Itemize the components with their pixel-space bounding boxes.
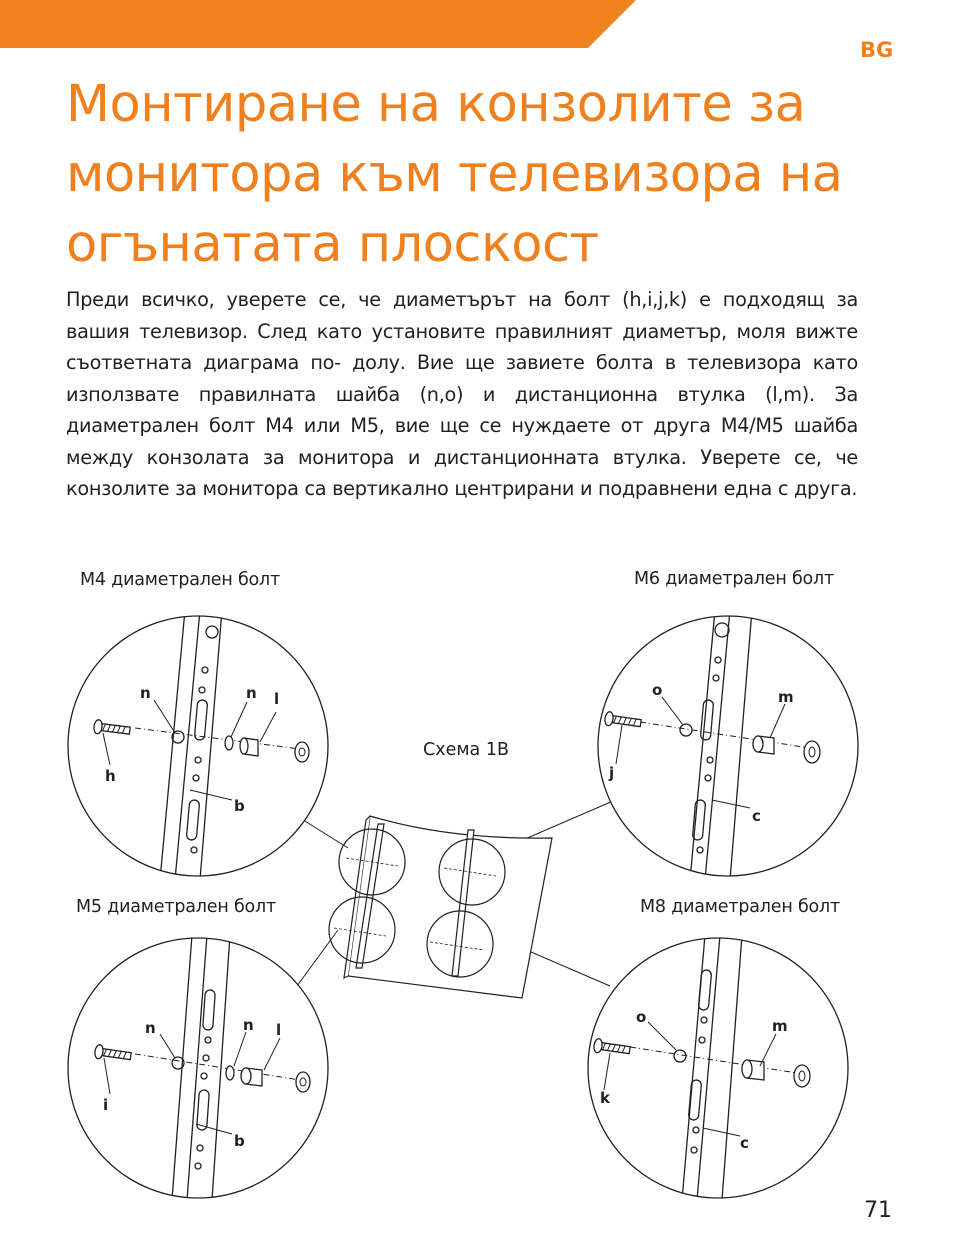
callout-h: h <box>105 767 116 785</box>
callout-o: o <box>636 1008 647 1026</box>
callout-n: n <box>140 684 151 702</box>
page-title: Монтиране на конзолите за монитора към телевизора на огънатата плоскост <box>66 75 843 274</box>
detail-circle-m4 <box>68 610 328 880</box>
callout-n: n <box>246 684 257 702</box>
callout-b: b <box>234 1132 245 1150</box>
detail-circle-m6 <box>598 610 858 880</box>
callout-j: j <box>609 764 615 782</box>
language-badge: BG <box>860 38 894 62</box>
callout-c: c <box>740 1134 749 1152</box>
m4-bolt-label: M4 диаметрален болт <box>80 570 281 590</box>
intro-paragraph: Преди всичко, уверете се, че диаметърът на болт (h,i,j,k) е подходящ за вашия телевизор. След като установите правилният диаметър, моля вижте съответната диаграма по- долу. Вие ще завиете болта в телевизора като използвате правилната шайба (n,o) и дистанционна втулка (l,m). За диаметрален болт M4 или M5, вие ще се нуждаете от друга M4/M5 шайба между конзолата за монитора и дистанционната втулка. Уверете се, че конзолите за монитора са вертикално центрирани и подравнени една с друга. <box>66 288 858 500</box>
page-number: 71 <box>864 1198 892 1223</box>
callout-m: m <box>772 1017 788 1035</box>
callout-i: i <box>103 1096 109 1114</box>
callout-c: c <box>752 807 761 825</box>
callout-k: k <box>600 1089 610 1107</box>
m8-bolt-label: M8 диаметрален болт <box>640 897 841 917</box>
callout-n: n <box>145 1019 156 1037</box>
m6-bolt-label: M6 диаметрален болт <box>634 569 835 589</box>
callout-n: n <box>243 1016 254 1034</box>
callout-l: l <box>276 1021 282 1039</box>
callout-b: b <box>234 797 245 815</box>
callout-l: l <box>274 690 280 708</box>
mounting-diagram <box>0 560 954 1200</box>
detail-circle-m5 <box>68 935 328 1200</box>
header-band <box>0 0 640 48</box>
tv-back-plate <box>329 816 552 998</box>
scheme-label: Схема 1B <box>423 740 509 760</box>
m5-bolt-label: M5 диаметрален болт <box>76 897 277 917</box>
callout-m: m <box>778 688 794 706</box>
callout-o: o <box>652 681 663 699</box>
detail-circle-m8 <box>588 935 848 1200</box>
